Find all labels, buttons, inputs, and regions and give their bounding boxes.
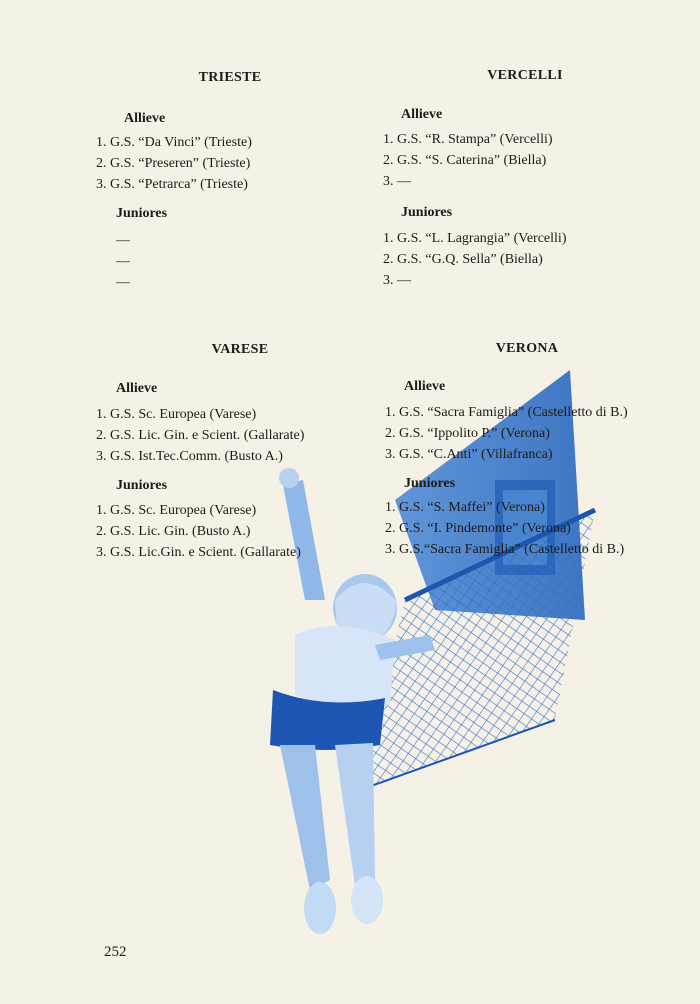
- category-allieve-label: Allieve: [116, 381, 158, 396]
- city-heading: TRIESTE: [198, 70, 262, 85]
- varese-allieve-list: [96, 404, 304, 467]
- trieste-allieve-list: [96, 132, 252, 195]
- list-item: 2. G.S. “Preseren” (Trieste): [96, 156, 251, 171]
- vercelli-allieve-list: [383, 129, 553, 192]
- category-juniores-label: Juniores: [404, 476, 456, 491]
- section-trieste: [124, 70, 345, 127]
- list-item: 1. G.S. “L. Lagrangia” (Vercelli): [383, 231, 567, 246]
- category-allieve-label: Allieve: [401, 107, 443, 122]
- city-heading: VARESE: [211, 342, 269, 357]
- category-juniores-label: Juniores: [401, 205, 453, 220]
- varese-juniores-list: [96, 500, 301, 563]
- list-item: 3. G.S. “C.Anti” (Villafranca): [385, 447, 553, 462]
- city-heading: VERONA: [495, 341, 559, 356]
- list-item: 2. G.S. “Ippolito P.” (Verona): [385, 426, 550, 441]
- category-allieve-label: Allieve: [124, 111, 166, 126]
- list-item: 3. ––: [383, 174, 411, 189]
- list-item: 2. G.S. “S. Caterina” (Biella): [383, 153, 547, 168]
- list-item: 3. G.S. Ist.Tec.Comm. (Busto A.): [96, 449, 283, 464]
- list-item: 1. G.S. “Da Vinci” (Trieste): [96, 135, 252, 150]
- list-item: 1. G.S. “Sacra Famiglia” (Castelletto di B.): [385, 405, 628, 420]
- list-item: 3. G.S. Lic.Gin. e Scient. (Gallarate): [96, 545, 301, 560]
- list-item: 3. G.S.“Sacra Famiglia” (Castelletto di B.): [385, 542, 625, 557]
- category-allieve-label: Allieve: [404, 379, 446, 394]
- list-item: 1. G.S. “S. Maffei” (Verona): [385, 500, 545, 515]
- list-item: ––: [116, 233, 130, 248]
- list-item: ––: [116, 275, 130, 290]
- city-heading: VERCELLI: [487, 68, 563, 83]
- list-item: 2. G.S. Lic. Gin. (Busto A.): [96, 524, 251, 539]
- list-item: 2. G.S. Lic. Gin. e Scient. (Gallarate): [96, 428, 305, 443]
- page-number: 252: [104, 944, 127, 960]
- list-item: 2. G.S. “G.Q. Sella” (Biella): [383, 252, 543, 267]
- list-item: 3. G.S. “Petrarca” (Trieste): [96, 177, 248, 192]
- list-item: 1. G.S. “R. Stampa” (Vercelli): [383, 132, 553, 147]
- list-item: 3. ––: [383, 273, 411, 288]
- list-item: 1. G.S. Sc. Europea (Varese): [96, 407, 257, 422]
- vercelli-juniores-list: [383, 228, 566, 291]
- verona-juniores-list: [385, 497, 624, 560]
- category-juniores-label: Juniores: [116, 206, 168, 221]
- list-item: 2. G.S. “I. Pindemonte” (Verona): [385, 521, 571, 536]
- verona-allieve-list: [385, 402, 628, 465]
- list-item: 1. G.S. Sc. Europea (Varese): [96, 503, 257, 518]
- list-item: ––: [116, 254, 130, 269]
- category-juniores-label: Juniores: [116, 478, 168, 493]
- trieste-juniores-list: [116, 230, 130, 293]
